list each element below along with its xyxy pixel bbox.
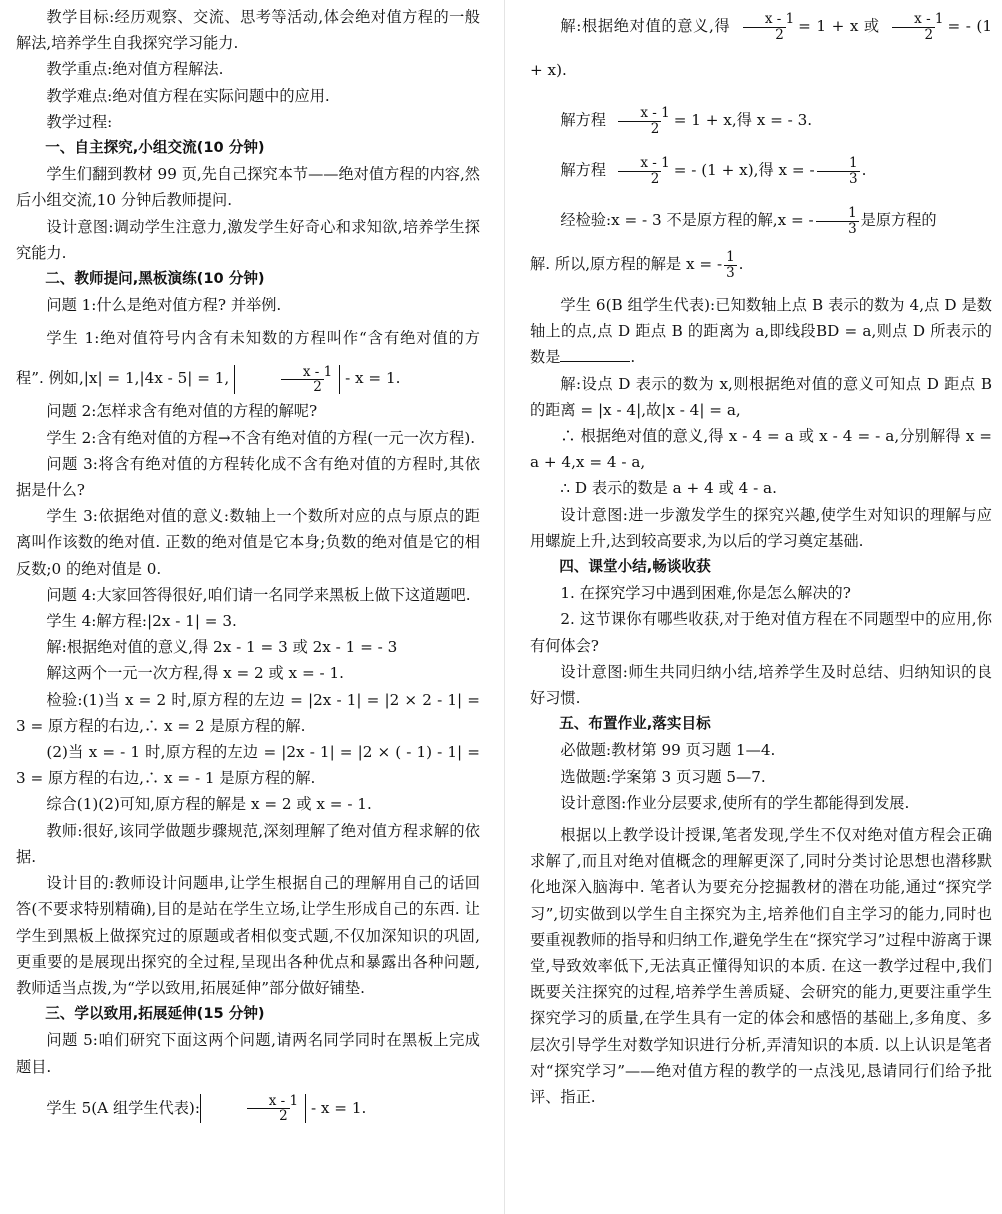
solve-equation-1: 解方程 $\frac{x - 1}{2}$ = 1 + x,得 x = - 3. — [560, 105, 813, 137]
solve-equation-2: 解方程 $\frac{x - 1}{2}$ = - (1 + x),得 x = - $\frac{1}{3}$ . — [560, 155, 867, 187]
student-5-problem — [16, 1086, 480, 1130]
section-heading-3: 三、学以致用,拓展延伸(15 分钟) — [45, 1005, 265, 1023]
teaching-key-point: 教学重点:绝对值方程解法. — [46, 60, 224, 79]
fraction: $\frac{1}{3}$ — [817, 156, 860, 185]
question-2: 问题 2:怎样求含有绝对值的方程的解呢? — [46, 402, 318, 421]
summary-question-1: 1. 在探究学习中遇到困难,你是怎么解决的? — [560, 584, 851, 603]
solution-line: 解这两个一元一次方程,得 x = 2 或 x = - 1. — [46, 664, 344, 683]
question-4: 问题 4:大家回答得很好,咱们请一名同学来黑板上做下这道题吧. — [46, 585, 471, 604]
student-5-label: 学生 5(A 组学生代表): — [46, 1098, 200, 1117]
design-purpose: 设计目的:教师设计问题串,让学生根据自己的理解用自己的话回答(不要求特别精确),目的是站在学生立场,让学生形成自己的东西. 让学生到黑板上做探究过的原题或者相似变式题,不仅加深知识的巩固,更重要的是展现出探究的全过程,呈现出各种优点和暴露出各种问题,教师适当点拨,为“学以致用,拓展延伸”部分做好铺垫. — [16, 874, 480, 997]
section-heading-1: 一、自主探究,小组交流(10 分钟) — [45, 139, 265, 157]
fraction: $\frac{x - 1}{2}$ — [236, 1094, 300, 1123]
question-1: 问题 1:什么是绝对值方程? 并举例. — [46, 296, 282, 315]
equation-tail: - x = 1. — [310, 1098, 367, 1117]
summary-question-2: 2. 这节课你有哪些收获,对于绝对值方程在不同题型中的应用,你有何体会? — [530, 610, 992, 655]
teaching-process: 教学过程: — [46, 112, 113, 131]
solution-line: ∴ D 表示的数是 a + 4 或 4 - a. — [560, 479, 777, 498]
student-2-answer: 学生 2:含有绝对值的方程→不含有绝对值的方程(一元一次方程). — [46, 428, 476, 447]
design-intent: 设计意图:进一步激发学生的探究兴趣,使学生对知识的理解与应用螺旋上升,达到较高要求,为以后的学习奠定基础. — [530, 505, 992, 550]
teaching-difficulty: 教学难点:绝对值方程在实际问题中的应用. — [46, 86, 330, 105]
student-1-text: 学生 1:绝对值符号内含有未知数的方程叫作“含有绝对值的方程”. 例如,|x| = 1,|4x - 5| = 1, — [16, 329, 480, 388]
verification-conclusion: 解. 所以,原方程的解是 x = - $\frac{1}{3}$ . — [530, 249, 744, 281]
solution-line: ∴ 根据绝对值的意义,得 x - 4 = a 或 x - 4 = - a,分别解得 x = a + 4,x = 4 - a, — [530, 427, 992, 472]
answer-blank — [560, 347, 630, 362]
fraction: $\frac{1}{3}$ — [816, 206, 859, 235]
required-homework: 必做题:教材第 99 页习题 1—4. — [560, 741, 776, 760]
abs-value-bars — [200, 1094, 306, 1123]
paragraph: 设计意图:调动学生注意力,激发学生好奇心和求知欲,培养学生探究能力. — [16, 217, 480, 262]
design-intent: 设计意图:师生共同归纳小结,培养学生及时总结、归纳知识的良好习惯. — [530, 662, 992, 708]
check-1: 检验:(1)当 x = 2 时,原方程的左边 = |2x - 1| = |2 × 2 - 1| = 3 = 原方程的右边,∴ x = 2 是原方程的解. — [16, 690, 480, 735]
student-6-problem: 学生 6(B 组学生代表):已知数轴上点 B 表示的数为 4,点 D 是数轴上的点,点 D 距点 B 的距离为 a,即线段BD = a,则点 D 所表示的数是 . — [530, 296, 992, 367]
fraction: $\frac{x - 1}{2}$ — [608, 106, 672, 135]
section-heading-5: 五、布置作业,落实目标 — [559, 715, 711, 733]
section-heading-2: 二、教师提问,黑板演练(10 分钟) — [45, 270, 265, 288]
abs-value-bars — [234, 365, 340, 394]
student-4-problem: 学生 4:解方程:|2x - 1| = 3. — [46, 612, 237, 631]
solution-intro: 解:根据绝对值的意义,得 $\frac{x - 1}{2}$ = 1 + x 或 $\frac{x - 1}{2}$ = - (1 + x). — [530, 11, 992, 79]
solution-line: 解:根据绝对值的意义,得 2x - 1 = 3 或 2x - 1 = - 3 — [46, 638, 398, 657]
student-3-answer: 学生 3:依据绝对值的意义:数轴上一个数所对应的点与原点的距离叫作该数的绝对值. 正数的绝对值是它本身;负数的绝对值是它的相反数;0 的绝对值是 0. — [16, 507, 480, 578]
question-5: 问题 5:咱们研究下面这两个问题,请两名同学同时在黑板上完成题目. — [16, 1031, 480, 1076]
question-3: 问题 3:将含有绝对值的方程转化成不含有绝对值的方程时,其依据是什么? — [16, 454, 480, 500]
right-column — [530, 4, 992, 1110]
conclusion: 综合(1)(2)可知,原方程的解是 x = 2 或 x = - 1. — [46, 795, 372, 814]
optional-homework: 选做题:学案第 3 页习题 5—7. — [560, 767, 766, 786]
teaching-goal: 教学目标:经历观察、交流、思考等活动,体会绝对值方程的一般解法,培养学生自我探究学习能力. — [16, 8, 480, 53]
section-heading-4: 四、课堂小结,畅谈收获 — [559, 558, 711, 576]
equation-tail: - x = 1. — [345, 369, 401, 388]
verification: 经检验:x = - 3 不是原方程的解,x = - $\frac{1}{3}$ 是原方程的 — [560, 205, 937, 237]
fraction: $\frac{x - 1}{2}$ — [882, 12, 946, 41]
paragraph: 学生们翻到教材 99 页,先自己探究本节——绝对值方程的内容,然后小组交流,10 分钟后教师提问. — [16, 165, 480, 210]
left-column — [16, 4, 480, 1130]
design-intent: 设计意图:作业分层要求,使所有的学生都能得到发展. — [560, 793, 910, 812]
fraction: $\frac{x - 1}{2}$ — [732, 12, 796, 41]
fraction: $\frac{x - 1}{2}$ — [608, 156, 672, 185]
student-1-answer — [16, 318, 480, 398]
reflection-paragraph: 根据以上教学设计授课,笔者发现,学生不仅对绝对值方程会正确求解了,而且对绝对值概念的理解更深了,同时分类讨论思想也潜移默化地深入脑海中. 笔者认为要充分挖掘教材的潜在功能,通过“探究学习”,切实做到以学生自主探究为主,培养他们自主学习的能力,同时也要重视教师的指导和归纳工作,避免学生在“探究学习”过程中游离于课堂,导致效率低下,无法真正懂得知识的本质. 在这一教学过程中,我们既要关注探究的过程,培养学生善质疑、会研究的能力,更要注重学生探究学习的质量,在学生具有一定的体会和感悟的基础上,多角度、多层次引导学生对数学知识进行分析,弄清知识的本质. 以上认识是笔者对“探究学习”——绝对值方程的教学的一点浅见,恳请同行们给予批评、指正. — [530, 826, 992, 1107]
teacher-comment: 教师:很好,该同学做题步骤规范,深刻理解了绝对值方程求解的依据. — [16, 821, 480, 866]
fraction: $\frac{1}{3}$ — [726, 249, 735, 281]
fraction: $\frac{x - 1}{2}$ — [270, 365, 334, 394]
solution-line: 解:设点 D 表示的数为 x,则根据绝对值的意义可知点 D 距点 B 的距离 = |x - 4|,故|x - 4| = a, — [530, 374, 992, 419]
check-2: (2)当 x = - 1 时,原方程的左边 = |2x - 1| = |2 × ( - 1) - 1| = 3 = 原方程的右边,∴ x = - 1 是原方程的解. — [16, 743, 480, 788]
column-gap — [504, 0, 505, 1214]
